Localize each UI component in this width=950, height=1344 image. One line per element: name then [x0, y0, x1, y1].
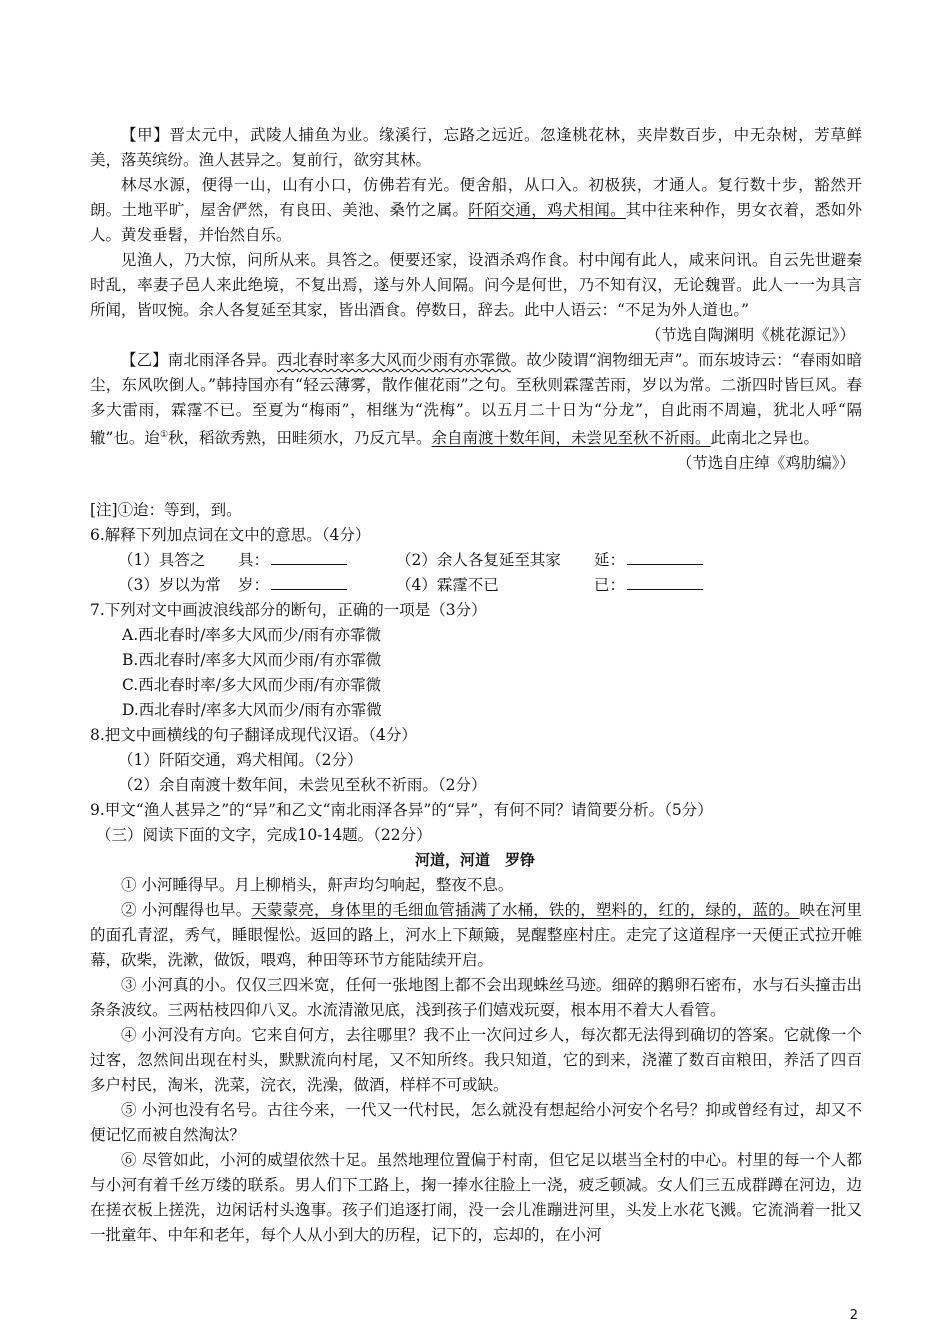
underlined-sentence-3: 天蒙蒙亮，身体里的毛细血管插满了水桶，铁的，塑料的，红的，绿的，蓝的。	[251, 901, 800, 919]
questions	[0, 498, 950, 848]
question-9: 9.甲文“渔人甚异之”的“异”和乙文“南北雨泽各异”的“异”，有何不同？请简要分析。（5分）	[90, 801, 713, 819]
underlined-sentence-1: 阡陌交通，鸡犬相闻。	[468, 201, 626, 219]
story-paragraph-2: ② 小河醒得也早。天蒙蒙亮，身体里的毛细血管插满了水桶，铁的，塑料的，红的，绿的，蓝的。映在河里的面孔青涩，秀气，睡眼惺忪。返回的路上，河水上下颠簸，晃醒整座村庄。走完了这道程序一天便正式拉开帷幕，砍柴，洗漱，做饭，喂鸡，种田等环节方能陆续开启。	[90, 901, 862, 969]
wavy-underlined-sentence: 西北春时率多大风而少雨有亦霏微	[276, 351, 511, 369]
story-paragraph-1: ① 小河睡得早。月上柳梢头，鼾声均匀响起，整夜不息。	[121, 876, 514, 894]
question-6-row-1: （1）具答之 具： （2）余人各复延至其家 延：	[0, 548, 950, 573]
question-6-row-2: （3）岁以为常 岁： （4）霖霪不已 已：	[0, 573, 950, 598]
underlined-sentence-2: 余自南渡十数年间，未尝见至秋不祈雨。	[431, 429, 711, 448]
section-3-heading: （三）阅读下面的文字，完成10-14题。（22分）	[96, 826, 432, 844]
story-title: 河道，河道 罗铮	[414, 851, 535, 869]
footnote: [注]①迨：等到，到。	[90, 501, 242, 519]
story	[0, 848, 950, 1248]
question-8-item-1: （1）阡陌交通，鸡犬相闻。（2分）	[118, 751, 363, 769]
question-8-item-2: （2）余自南渡十数年间，未尝见至秋不祈雨。（2分）	[118, 776, 487, 794]
yi-source: （节选自庄绰《鸡肋编》）	[676, 454, 855, 473]
question-7-option-c: C.西北春时率/多大风而少雨/有亦霏微	[122, 676, 382, 694]
passage-yi	[0, 348, 950, 476]
passage-jia	[0, 123, 950, 348]
answer-blank[interactable]	[271, 548, 347, 565]
answer-blank[interactable]	[627, 548, 703, 565]
question-7-option-d: D.西北春时/率多大风而少/雨有亦霏微	[122, 701, 382, 719]
footnote-marker: ①	[159, 430, 169, 440]
question-7-option-a: A.西北春时/率多大风而少/雨有亦霏微	[122, 626, 382, 644]
answer-blank[interactable]	[271, 573, 347, 590]
question-6-stem: 6.解释下列加点词在文中的意思。（4分）	[90, 526, 371, 544]
story-paragraph-5: ⑤ 小河也没有名号。古往今来，一代又一代村民，怎么就没有想起给小河安个名号？抑或曾经有过，却又不便记忆而被自然淘汰？	[90, 1101, 862, 1144]
question-7-stem: 7.下列对文中画波浪线部分的断句，正确的一项是（3分）	[90, 601, 487, 619]
story-paragraph-3: ③ 小河真的小。仅仅三四米宽，任何一张地图上都不会出现蛛丝马迹。细碎的鹅卵石密布，水与石头撞击出条条波纹。三两枯枝四仰八叉。水流清澈见底，浅到孩子们嬉戏玩耍，根本用不着大人看管。	[90, 976, 862, 1019]
page-number: 2	[849, 1308, 858, 1323]
jia-paragraph-3: 见渔人，乃大惊，问所从来。具答之。便要还家，设酒杀鸡作食。村中闻有此人，咸来问讯。自云先世避秦时乱，率妻子邑人来此绝境，不复出焉，遂与外人间隔。问今是何世，乃不知有汉，无论魏晋。此人一一为具言所闻，皆叹惋。余人各复延至其家，皆出酒食。停数日，辞去。此中人语云：“不足为外人道也。”	[90, 251, 862, 319]
question-8-stem: 8.把文中画横线的句子翻译成现代汉语。（4分）	[90, 726, 417, 744]
jia-source: （节选自陶渊明《桃花源记》）	[645, 326, 855, 344]
answer-blank[interactable]	[627, 573, 703, 590]
question-7-option-b: B.西北春时/率多大风而少雨/有亦霏微	[122, 651, 382, 669]
jia-paragraph-2: 林尽水源，便得一山，山有小口，仿佛若有光。便舍船，从口入。初极狭，才通人。复行数十步，豁然开朗。土地平旷，屋舍俨然，有良田、美池、桑竹之属。阡陌交通，鸡犬相闻。其中往来种作，男女衣着，悉如外人。黄发垂髫，并怡然自乐。	[90, 176, 862, 244]
story-paragraph-4: ④ 小河没有方向。它来自何方，去往哪里？我不止一次问过乡人，每次都无法得到确切的答案。它就像一个过客，忽然间出现在村头，默默流向村尾，又不知所终。我只知道，它的到来，浇灌了数百亩粮田，养活了四百多户村民，淘米，洗菜，浣衣，洗澡，做酒，样样不可或缺。	[90, 1026, 862, 1094]
jia-paragraph-1: 【甲】晋太元中，武陵人捕鱼为业。缘溪行，忘路之远近。忽逢桃花林，夹岸数百步，中无杂树，芳草鲜美，落英缤纷。渔人甚异之。复前行，欲穷其林。	[90, 126, 862, 169]
yi-paragraph: 【乙】南北雨泽各异。西北春时率多大风而少雨有亦霏微。故少陵谓“润物细无声”。而东坡诗云：“春雨如暗尘，东风吹倒人。”韩持国亦有“轻云薄雾，散作催花雨”之句。至秋则霖霪苦雨，岁以为常。二浙四时皆巨风。春多大雷雨，霖霪不已。至夏为“梅雨”，相继为“洗梅”。以五月二十日为“分龙”，自此雨不周遍，犹北人呼“隔辙”也。迨①秋，稻欲秀熟，田畦须水，乃反亢旱。余自南渡十数年间，未尝见至秋不祈雨。此南北之异也。	[90, 351, 862, 448]
story-paragraph-6: ⑥ 尽管如此，小河的威望依然十足。虽然地理位置偏于村南，但它足以堪当全村的中心。村里的每一个人都与小河有着千丝万缕的联系。男人们下工路上，掬一捧水往脸上一浇，疲乏顿减。女人们三五成群蹲在河边，边在搓衣板上搓洗，边闲话村头逸事。孩子们追逐打闹，没一会儿准蹦进河里，头发上水花飞溅。它流淌着一批又一批童年、中年和老年，每个人从小到大的历程，记下的，忘却的，在小河	[90, 1151, 862, 1244]
